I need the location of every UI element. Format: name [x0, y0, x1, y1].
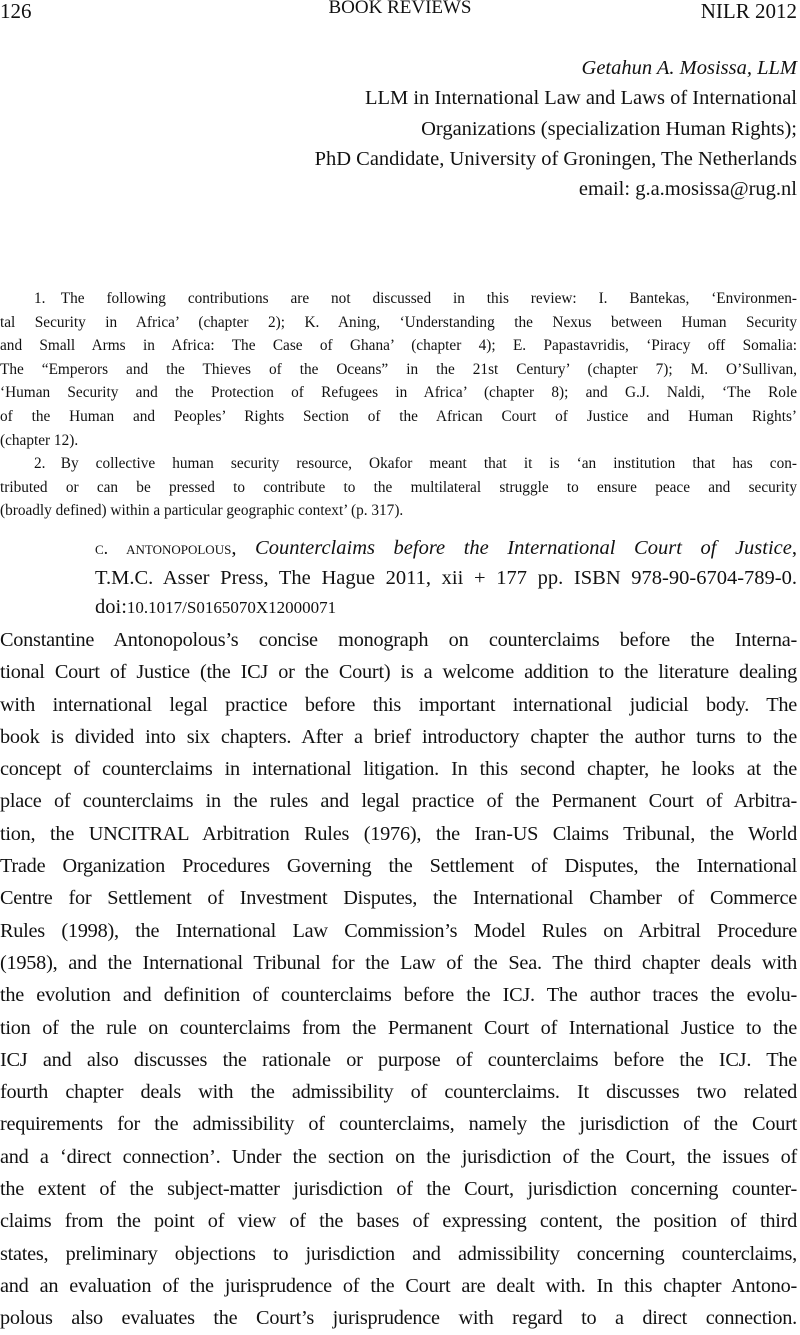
body-line: Rules (1998), the International Law Commission’s Model Rules on Arbitral Procedure: [0, 919, 797, 942]
book-title: Counterclaims before the International Court of Justice: [255, 537, 792, 559]
footnote-line: (broadly defined) within a particular geographic context’ (p. 317).: [0, 502, 404, 520]
body-line: book is divided into six chapters. After a brief introductory chapter the author turns to the: [0, 725, 797, 748]
doi-label: doi:: [95, 596, 127, 618]
body-line: Centre for Settlement of Investment Disputes, the International Chamber of Commerce: [0, 887, 797, 910]
body-line: tion, the UNCITRAL Arbitration Rules (1976), the Iran-US Claims Tribunal, the World: [0, 822, 797, 845]
book-author: c. antonopolous: [95, 538, 232, 558]
journal-label: NILR 2012: [700, 0, 797, 23]
footnote-line: 2. By collective human security resource, Okafor meant that it is ‘an institution that has con-: [34, 455, 797, 473]
footnotes: [0, 287, 797, 523]
body-line: tional Court of Justice (the ICJ or the Court) is a welcome addition to the literature dealing: [0, 661, 797, 684]
author-block: [315, 53, 797, 204]
footnote-line: 1. The following contributions are not discussed in this review: I. Bantekas, ‘Environmen-: [34, 290, 797, 307]
footnote-line: (chapter 12).: [0, 431, 79, 449]
body-line: the extent of the subject-matter jurisdiction of the Court, jurisdiction concerning counter-: [0, 1178, 797, 1201]
page-number: 126: [0, 0, 32, 23]
body-line: and an evaluation of the jurisprudence of the Court are dealt with. In this chapter Antono-: [0, 1274, 797, 1297]
footnote-line: of the Human and Peoples’ Rights Section of the African Court of Justice and Human Rights’: [0, 407, 797, 425]
body-line: fourth chapter deals with the admissibility of counterclaims. It discusses two related: [0, 1081, 797, 1104]
review-body: [0, 624, 797, 1335]
body-line: polous also evaluates the Court’s jurisprudence with regard to a direct connection.: [0, 1307, 797, 1330]
body-line: Constantine Antonopolous’s concise monograph on counterclaims before the Interna-: [0, 629, 797, 651]
body-line: (1958), and the International Tribunal for the Law of the Sea. The third chapter deals with: [0, 951, 797, 974]
publisher-line: T.M.C. Asser Press, The Hague 2011, xii + 177 pp. ISBN 978-90-6704-789-0.: [95, 566, 797, 589]
running-header: [0, 0, 800, 26]
author-affiliation-line: LLM in International Law and Laws of International: [364, 87, 797, 110]
footnote-line: ‘Human Security and the Protection of Refugees in Africa’ (chapter 8); and G.J. Naldi, ‘The Role: [0, 384, 797, 402]
author-name: Getahun A. Mosissa, LLM: [581, 57, 797, 79]
body-line: place of counterclaims in the rules and legal practice of the Permanent Court of Arbitra-: [0, 790, 797, 813]
body-line: requirements for the admissibility of counterclaims, namely the jurisdiction of the Court: [0, 1113, 797, 1136]
book-citation: c. antonopolous, Counterclaims before the International Court of Justice, T.M.C. Asser Press, The Hague 2011, xii + 177 pp. ISBN 978-90-6704-789-0. doi:10.1017/S0165070X12000071: [95, 537, 797, 618]
section-title: BOOK REVIEWS: [328, 0, 472, 18]
body-line: Trade Organization Procedures Governing the Settlement of Disputes, the International: [0, 855, 797, 878]
footnote-line: The “Emperors and the Thieves of the Oceans” in the 21st Century’ (chapter 7); M. O’Sullivan,: [0, 360, 797, 378]
author-email: email: g.a.mosissa@rug.nl: [578, 178, 797, 201]
footnote-line: tal Security in Africa’ (chapter 2); K. Aning, ‘Understanding the Nexus between Human Security: [0, 313, 797, 331]
footnote-line: tributed or can be pressed to contribute to the multilateral struggle to ensure peace and security: [0, 478, 797, 496]
footnote-line: and Small Arms in Africa: The Case of Ghana’ (chapter 4); E. Papastavridis, ‘Piracy off Somalia:: [0, 337, 797, 355]
author-affiliation-line: PhD Candidate, University of Groningen, The Netherlands: [314, 147, 797, 170]
body-line: and a ‘direct connection’. Under the section on the jurisdiction of the Court, the issues of: [0, 1145, 797, 1168]
body-line: states, preliminary objections to jurisdiction and admissibility concerning counterclaims,: [0, 1242, 797, 1265]
body-line: claims from the point of view of the bases of expressing content, the position of third: [0, 1210, 797, 1233]
author-affiliation-line: Organizations (specialization Human Rights);: [421, 117, 797, 140]
body-line: concept of counterclaims in international litigation. In this second chapter, he looks at the: [0, 758, 797, 781]
doi-link[interactable]: 10.1017/S0165070X12000071: [126, 598, 337, 617]
body-line: the evolution and definition of counterclaims before the ICJ. The author traces the evolu-: [0, 984, 797, 1007]
body-line: tion of the rule on counterclaims from the Permanent Court of International Justice to the: [0, 1016, 797, 1039]
body-line: with international legal practice before this important international judicial body. The: [0, 693, 797, 716]
body-line: ICJ and also discusses the rationale or purpose of counterclaims before the ICJ. The: [0, 1048, 797, 1071]
